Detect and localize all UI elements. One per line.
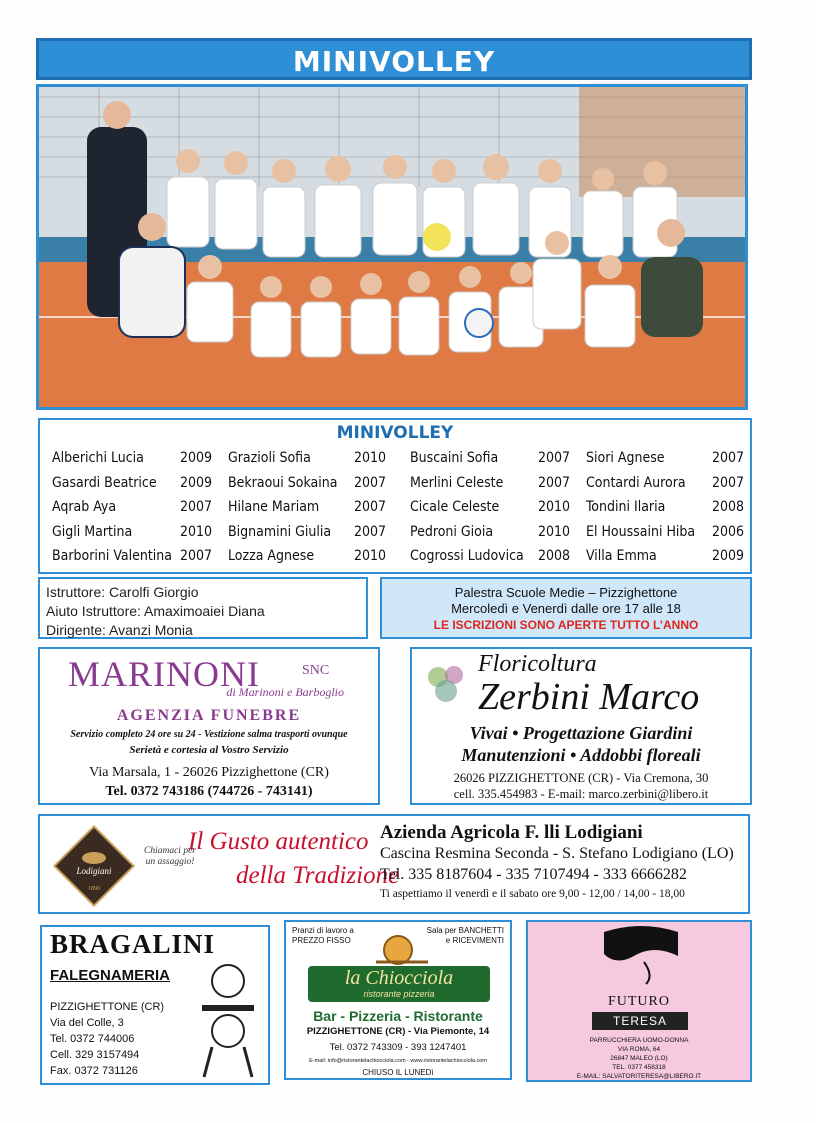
list-item: Villa Emma 2009 xyxy=(586,548,744,564)
marinoni-owners: di Marinoni e Barboglio xyxy=(226,685,344,699)
list-item: Cogrossi Ludovica 2008 xyxy=(410,548,570,564)
list-item: Aqrab Aya 2007 xyxy=(52,499,212,515)
bragalini-cell: Cell. 329 3157494 xyxy=(50,1049,140,1061)
list-item: Gasardi Beatrice 2009 xyxy=(52,474,212,491)
list-item: Contardi Aurora 2007 xyxy=(586,474,744,491)
list-item: Cicale Celeste 2010 xyxy=(410,499,570,515)
roster-column-4 xyxy=(586,446,744,569)
snail-icon xyxy=(370,928,434,966)
roster-box xyxy=(38,418,752,574)
assistant-instructor: Aiuto Istruttore: Amaximoaiei Diana xyxy=(46,603,265,619)
roster-title: MINIVOLLEY xyxy=(336,423,454,443)
chiocciola-name: la Chiocciola xyxy=(344,967,454,989)
bragalini-fax: Fax. 0372 731126 xyxy=(50,1065,138,1077)
instructor: Istruttore: Carolfi Giorgio xyxy=(46,584,199,600)
zerbini-line2: Zerbini Marco xyxy=(478,676,700,718)
chiocciola-sign xyxy=(308,966,490,1002)
ad-futuro xyxy=(526,920,752,1082)
chiocciola-sub: ristorante pizzeria xyxy=(363,989,435,999)
marinoni-phone: Tel. 0372 743186 (744726 - 743141) xyxy=(105,784,313,799)
futuro-email: E-MAIL: SALVATORITERESA@LIBERO.IT xyxy=(576,1073,702,1080)
ad-marinoni xyxy=(38,647,380,805)
chiocciola-web: E-mail: info@ristorantelachiocciola.com - www.ristorantelachiocciola.com xyxy=(309,1058,487,1064)
chiocciola-lunch: Pranzi di lavoro a PREZZO FISSO xyxy=(292,926,354,945)
list-item: Buscaini Sofia 2007 xyxy=(410,450,570,466)
marinoni-name: MARINONI xyxy=(68,654,260,694)
lodigiani-name: Azienda Agricola F. lli Lodigiani xyxy=(380,822,643,843)
list-item: Bignamini Giulia 2007 xyxy=(228,523,386,540)
gym-place: Palestra Scuole Medie – Pizzighettone xyxy=(454,585,678,600)
list-item: Bekraoui Sokaina 2007 xyxy=(228,474,386,491)
bragalini-type: FALEGNAMERIA xyxy=(50,967,170,984)
team-photo-illustration xyxy=(39,87,745,407)
manager: Dirigente: Avanzi Monia xyxy=(46,622,193,638)
lodigiani-address: Cascina Resmina Seconda - S. Stefano Lodigiano (LO) xyxy=(380,845,734,862)
bragalini-tel: Tel. 0372 744006 xyxy=(50,1033,135,1045)
chiocciola-closed: CHIUSO IL LUNEDì xyxy=(362,1068,434,1077)
gym-info-box xyxy=(380,577,752,639)
list-item: Pedroni Gioia 2010 xyxy=(410,523,570,540)
list-item: El Houssaini Hiba 2006 xyxy=(586,523,744,540)
list-item: Barborini Valentina 2007 xyxy=(52,548,212,564)
list-item: Alberichi Lucia 2009 xyxy=(52,450,212,466)
marinoni-agency: AGENZIA FUNEBRE xyxy=(116,707,302,724)
logo-year: 1890 xyxy=(88,886,100,892)
flower-icon xyxy=(418,657,476,709)
ad-chiocciola xyxy=(284,920,512,1080)
lodigiani-hours: Ti aspettiamo il venerdì e il sabato ore 9,00 - 12,00 / 14,00 - 18,00 xyxy=(380,888,685,900)
bragalini-street: Via del Colle, 3 xyxy=(50,1017,124,1029)
zerbini-contact: cell. 335.454983 - E-mail: marco.zerbini@libero.it xyxy=(453,787,709,801)
list-item: Gigli Martina 2010 xyxy=(52,523,212,540)
roster-column-3 xyxy=(410,446,570,569)
section-title: MINIVOLLEY xyxy=(292,45,496,78)
list-item: Grazioli Sofia 2010 xyxy=(228,450,386,466)
futuro-details xyxy=(528,1036,750,1081)
zerbini-services1: Vivai • Progettazione Giardini xyxy=(469,723,693,743)
list-item: Siori Agnese 2007 xyxy=(586,450,744,466)
roster-column-2 xyxy=(228,446,386,569)
ad-zerbini xyxy=(410,647,752,805)
chiocciola-services: Bar - Pizzeria - Ristorante xyxy=(313,1008,483,1024)
bragalini-contacts xyxy=(50,999,164,1079)
zerbini-services2: Manutenzioni • Addobbi floreali xyxy=(461,745,701,765)
zerbini-line1: Floricoltura xyxy=(478,651,597,677)
marinoni-service: Servizio completo 24 ore su 24 - Vestizione salma trasporti ovunque xyxy=(70,729,348,740)
roster-column-1 xyxy=(52,446,212,569)
list-item: Tondini Ilaria 2008 xyxy=(586,499,744,515)
futuro-kind: PARRUCCHIERA UOMO-DONNA xyxy=(589,1037,689,1044)
enrollment-notice: LE ISCRIZIONI SONO APERTE TUTTO L’ANNO xyxy=(433,618,699,632)
gym-schedule: Mercoledì e Venerdì dalle ore 17 alle 18 xyxy=(451,601,681,616)
bragalini-name: BRAGALINI xyxy=(50,929,216,959)
list-item: Hilane Mariam 2007 xyxy=(228,499,386,515)
ad-lodigiani xyxy=(38,814,750,914)
ad-bragalini xyxy=(40,925,270,1085)
chiocciola-hall: Sala per BANCHETTI e RICEVIMENTI xyxy=(426,926,504,945)
marinoni-suffix: SNC xyxy=(302,663,330,678)
futuro-tel: TEL. 0377 458318 xyxy=(612,1064,666,1071)
futuro-name: TERESA xyxy=(592,1012,688,1030)
logo-text: Lodigiani xyxy=(76,866,112,876)
zerbini-address: 26026 PIZZIGHETTONE (CR) - Via Cremona, 30 xyxy=(453,771,709,785)
lodigiani-slogan-1: Il Gusto autentico xyxy=(188,828,369,855)
team-photo xyxy=(36,84,748,410)
marinoni-motto: Serietà e cortesia al Vostro Servizio xyxy=(129,744,289,756)
lodigiani-phones: Tel. 335 8187604 - 335 7107494 - 333 6666282 xyxy=(380,866,687,883)
list-item: Lozza Agnese 2010 xyxy=(228,548,386,564)
futuro-city: 26847 MALEO (LO) xyxy=(610,1055,668,1062)
woman-face-icon xyxy=(594,926,688,988)
section-header xyxy=(36,38,752,80)
lodigiani-call: Chiamaci per un assaggio! xyxy=(144,846,196,867)
lodigiani-slogan-2: della Tradizione xyxy=(236,862,400,889)
bragalini-city: PIZZIGHETTONE (CR) xyxy=(50,1001,165,1013)
list-item: Merlini Celeste 2007 xyxy=(410,474,570,491)
chiocciola-phone: Tel. 0372 743309 - 393 1247401 xyxy=(329,1042,467,1053)
futuro-street: VIA ROMA, 64 xyxy=(617,1046,661,1053)
bandsaw-icon xyxy=(192,961,264,1079)
staff-box xyxy=(38,577,368,639)
futuro-brand: FUTURO xyxy=(607,994,670,1009)
marinoni-address: Via Marsala, 1 - 26026 Pizzighettone (CR) xyxy=(89,765,329,780)
chiocciola-address: PIZZIGHETTONE (CR) - Via Piemonte, 14 xyxy=(306,1026,490,1037)
